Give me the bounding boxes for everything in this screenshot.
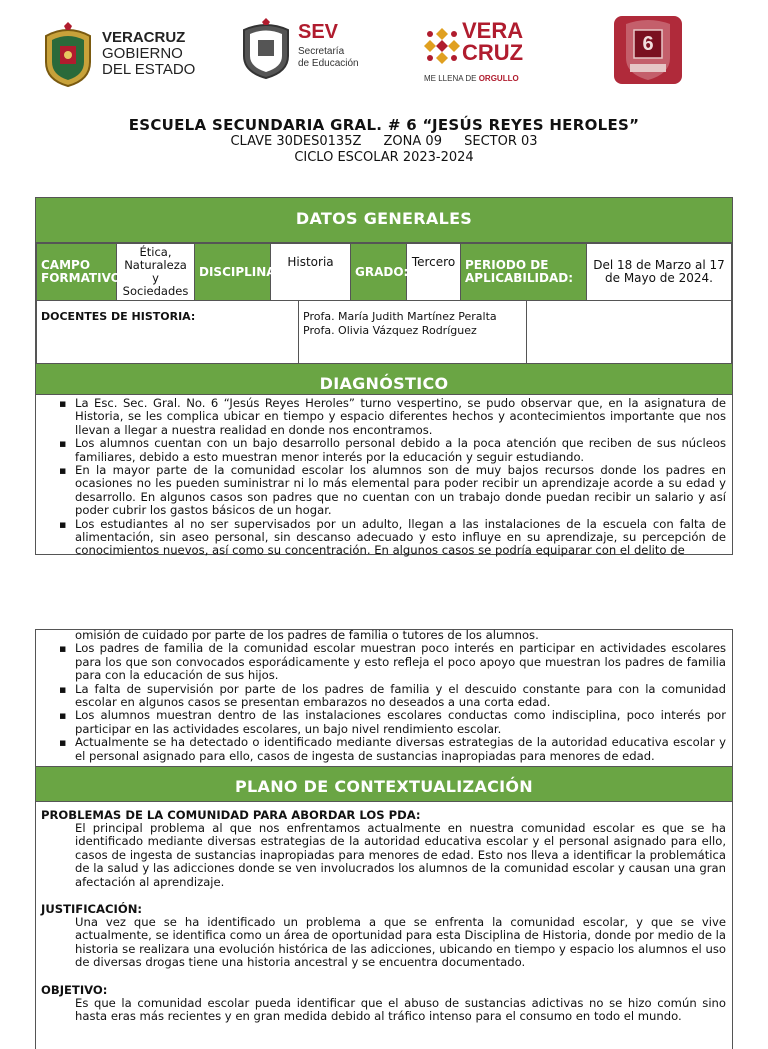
cruz-text: CRUZ bbox=[462, 40, 524, 65]
justificacion-body: Una vez que se ha identificado un problema a que se enfrenta la comunidad escolar, y que se vive actualmente, se identifica como un área de oportunidad para esta Disciplina de Historia, donde por medio de la historia se realizara una evolución histórica de las adicciones, ubicando en tiempo y espacio los alumnos el uso de diversas drogas tiene una historia ancestral y se encuentra documentado. bbox=[75, 915, 726, 970]
objetivo-body: Es que la comunidad escolar pueda identificar que el abuso de sustancias adictivas no se hizo común sino hasta eras más recientes y en gran medida debido al tráfico intenso para el consumo en todo el mundo. bbox=[75, 995, 726, 1024]
problemas-title: PROBLEMAS DE LA COMUNIDAD PARA ABORDAR LOS PDA: bbox=[41, 808, 421, 822]
sev-abbr: SEV bbox=[298, 21, 339, 43]
diagnostico-item: ▪ En la mayor parte de la comunidad escolar los alumnos son de muy bajos recursos donde los padres en ocasiones no les pueden suministrar ni lo más elemental para poder recibir un aprendizaje acorde a su edad y desarrollo. En algunos casos son padres que no cuentan con un trabajo donde puedan recibir un salario y así poder cubrir los gastos básicos de un hogar. bbox=[75, 464, 726, 518]
diagnostico-body-page1 bbox=[36, 395, 732, 557]
diagnostico-item: ▪ La falta de supervisión por parte de los padres de familia y el descuido constante para con la comunidad escolar en algunos casos se presentan embarazos no deseados a una corta edad. bbox=[75, 683, 726, 710]
tagline-emphasis: ORGULLO bbox=[478, 74, 519, 83]
school-seal bbox=[612, 14, 684, 86]
tagline bbox=[424, 74, 519, 83]
zona-text: ZONA 09 bbox=[383, 134, 442, 149]
docente-2: Profa. Olivia Vázquez Rodríguez bbox=[303, 324, 477, 337]
grado-value: Tercero bbox=[407, 244, 461, 301]
page-two-sheet bbox=[35, 629, 733, 1049]
docentes-list bbox=[299, 301, 527, 364]
de-educacion-text: de Educación bbox=[298, 58, 359, 69]
disciplina-value: Historia bbox=[271, 244, 351, 301]
diagnostico-item: ▪ Los padres de familia de la comunidad escolar muestran poco interés en participar en actividades escolares para los que son convocados esporádicamente y esto refleja el poco apoyo que muestran los padres de familia para con la educación de sus hijos. bbox=[75, 642, 726, 682]
disciplina-label: DISCIPLINA: bbox=[195, 244, 271, 301]
gobierno-text: GOBIERNO bbox=[102, 45, 183, 62]
plano-body bbox=[36, 802, 732, 1023]
veracruz-government-logo bbox=[40, 22, 200, 88]
diagnostico-item: ▪ La Esc. Sec. Gral. No. 6 “Jesús Reyes Heroles” turno vespertino, se pudo observar que, en la asignatura de Historia, se les complica ubicar en tiempo y espacio diferentes hechos y acontecimientos importante que nos llevan a llegar a nuestra realidad en donde nos encontramos. bbox=[75, 397, 726, 437]
datos-generales-header: DATOS GENERALES bbox=[36, 198, 732, 243]
diagnostico-body-page2 bbox=[36, 630, 732, 766]
school-name: ESCUELA SECUNDARIA GRAL. # 6 “JESÚS REYES HEROLES” bbox=[128, 116, 640, 134]
veracruz-name: VERACRUZ bbox=[102, 29, 186, 46]
plano-contextualizacion-header: PLANO DE CONTEXTUALIZACIÓN bbox=[36, 766, 732, 802]
del-estado-text: DEL ESTADO bbox=[102, 61, 196, 78]
diagnostico-item: ▪ Los estudiantes al no ser supervisados por un adulto, llegan a las instalaciones de la escuela con falta de alimentación, sin aseo personal, sin descanso adecuado y esto influye en su aprendizaje, su percepción de conocimientos nuevos, así como su concentración. En algunos casos se podría equiparar con el delito de bbox=[75, 518, 726, 557]
sev-logo bbox=[240, 18, 380, 84]
tagline-prefix: ME LLENA DE bbox=[424, 74, 477, 83]
docente-1: Profa. María Judith Martínez Peralta bbox=[303, 310, 497, 323]
datos-generales-table bbox=[36, 243, 732, 301]
justificacion-title: JUSTIFICACIÓN: bbox=[41, 902, 143, 917]
clave-line bbox=[0, 134, 768, 150]
diagnostico-list-page1 bbox=[36, 397, 732, 557]
periodo-value: Del 18 de Marzo al 17 de Mayo de 2024. bbox=[587, 244, 732, 301]
seal-number: 6 bbox=[642, 33, 654, 55]
sev-emblem-icon bbox=[240, 18, 292, 80]
docentes-table bbox=[36, 300, 732, 364]
general-data-sheet bbox=[35, 197, 733, 555]
periodo-label: PERIODO DE APLICABILIDAD: bbox=[461, 244, 587, 301]
document-header bbox=[0, 116, 768, 166]
objetivo-title: OBJETIVO: bbox=[41, 982, 108, 997]
docentes-empty-cell bbox=[527, 301, 732, 364]
diagnostico-list-page2 bbox=[36, 642, 732, 763]
diagnostico-continuation: omisión de cuidado por parte de los padres de familia o tutores de los alumnos. bbox=[75, 630, 539, 642]
campo-formativo-label: CAMPO FORMATIVO: bbox=[37, 244, 117, 301]
clave-text: CLAVE 30DES0135Z bbox=[230, 134, 362, 149]
problemas-body: El principal problema al que nos enfrentamos actualmente en nuestra comunidad escolar es que se ha identificado mediante diversas estrategias de la autoridad educativa escolar y el personal asignado para ello, casos de ingesta de sustancias inapropiadas para menores de edad. Esto nos lleva a identificar la problemática de la salud y las adicciones donde se ven involucrados los alumnos de la comunidad escolar y causan una gran afectación al aprendizaje. bbox=[75, 821, 726, 889]
vera-text: VERA bbox=[462, 18, 524, 43]
campo-formativo-value: Ética, Naturaleza y Sociedades bbox=[117, 244, 195, 301]
veracruz-brand-logo bbox=[424, 18, 534, 84]
diagnostico-item: ▪ Los alumnos muestran dentro de las instalaciones escolares conductas como indisciplina, poco interés por participar en las actividades escolares, un bajo nivel rendimiento escolar. bbox=[75, 709, 726, 736]
diagnostico-item: ▪ Los alumnos cuentan con un bajo desarrollo personal debido a la poca atención que reciben de sus núcleos familiares, debido a esto muestran menor interés por la educación y seguir estudiando. bbox=[75, 437, 726, 464]
diagnostico-item: ▪ Actualmente se ha detectado o identificado mediante diversas estrategias de la autoridad educativa escolar y el personal asignado para ello, casos de ingesta de sustancias inapropiadas para menores de edad. bbox=[75, 736, 726, 763]
grado-label: GRADO: bbox=[351, 244, 407, 301]
secretaria-text: Secretaría bbox=[298, 46, 345, 57]
veracruz-coat-of-arms-icon bbox=[40, 22, 96, 88]
sector-text: SECTOR 03 bbox=[464, 134, 538, 149]
logo-bar bbox=[0, 12, 768, 92]
ciclo-escolar: CICLO ESCOLAR 2023-2024 bbox=[294, 150, 474, 165]
diagnostico-header: DIAGNÓSTICO bbox=[36, 364, 732, 395]
docentes-label: DOCENTES DE HISTORIA: bbox=[37, 301, 299, 364]
flower-pattern-icon bbox=[424, 26, 460, 68]
